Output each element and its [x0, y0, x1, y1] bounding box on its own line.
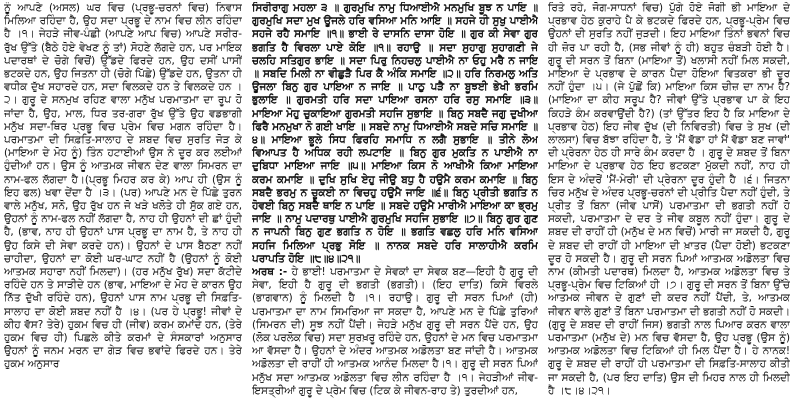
- meaning-text: ਹੇ ਭਾਈ! ਪਰਮਾਤਮਾ ਦੇ ਸੇਵਕਾਂ ਦਾ ਸੇਵਕ ਬਣ—ਇਹੀ ਹੈ ਗੁਰੂ ਦੀ ਸੇਵਾ, ਇਹੀ ਹੈ ਗੁਰੂ ਦੀ ਭਗਤੀ (ਭਗਤੀ)। (ਇਹ ਦਾਤਿ) ਕਿਸੇ ਵਿਰਲੇ (ਭਾਗਵਾਨ) ਨੂੰ ਮਿਲਦੀ ਹੈ ।੧। ਰਹਾਉ। ਗੁਰੂ ਦੀ ਸਰਨ ਪਿਆਂ (ਹੀ) ਪਰਮਾਤਮਾ ਦਾ ਨਾਮ ਸਿਮਰਿਆ ਜਾ ਸਕਦਾ ਹੈ, ਆਪਣੇ ਮਨ ਦੇ ਪਿੱਛੇ ਤੁਰਿਆਂ (ਸਿਮਰਨ ਦੀ) ਸੂਝ ਨਹੀਂ ਪੈਂਦੀ। ਜੇਹੜੇ ਮਨੁੱਖ ਗੁਰੂ ਦੀ ਸਰਨ ਪੈਂਦੇ ਹਨ, ਉਹ (ਲੋਕ ਪਰਲੋਕ ਵਿਚ) ਸਦਾ ਸੁਰਖ਼ਰੂ ਰਹਿੰਦੇ ਹਨ, ਉਹਨਾਂ ਦੇ ਮਨ ਵਿਚ ਪਰਮਾਤਮਾ ਆ ਵੱਸਦਾ ਹੈ। ਉਹਨਾਂ ਦੇ ਅੰਦਰ ਆਤਮਕ ਅਡੋਲਤਾ ਬਣ ਜਾਂਦੀ ਹੈ। ਆਤਮਕ ਅਡੋਲਤਾ ਦੀ ਰਾਹੀਂ ਹੀ ਆਤਮਕ ਆਨੰਦ ਮਿਲਦਾ ਹੈ।੧। ਗੁਰੂ ਦੀ ਸਰਨ ਪਿਆਂ ਮਨੁੱਖ ਸਦਾ ਆਤਮਕ ਅਡੋਲਤਾ ਵਿਚ ਲੀਨ ਰਹਿੰਦਾ ਹੈ ।੧। ਜੇਹੜੀਆਂ ਜੀਵ-ਇਸਤ੍ਰੀਆਂ ਗੁਰੂ ਦੇ ਪ੍ਰੇਮ ਵਿਚ (ਟਿਕ ਕੇ ਜੀਵਨ-ਰਾਹ ਤੇ) ਤੁਰਦੀਆਂ ਹਨ,: [252, 266, 538, 397]
- meaning-paragraph: [252, 266, 538, 398]
- left-column-text: ਨੂੰ ਆਪਣੇ (ਅਸਲ) ਘਰ ਵਿਚ (ਪ੍ਰਭੂ-ਚਰਨਾਂ ਵਿਚ) ਨਿਵਾਸ ਮਿਲਿਆ ਰਹਿੰਦਾ ਹੈ, ਉਹ ਸਦਾ ਪ੍ਰਭੂ ਦੇ ਨਾਮ ਵਿਚ ਲੀਨ ਰਹਿੰਦਾ ਹੈ ।੧। ਜੇਹੜੇ ਜੀਵ-ਪੰਛੀ (ਆਪਣੇ ਆਪ ਵਿਚ) ਆਪਣੇ ਸਰੀਰ-ਰੁੱਖ ਉੱਤੇ (ਬੈਠੇ ਹੋਏ ਵੇਖਣ ਨੂੰ ਤਾਂ) ਸੋਹਣੇ ਲੱਗਦੇ ਹਨ, ਪਰ ਮਾਇਕ ਪਦਾਰਥਾਂ ਦੇ ਚੋਗੇ ਵਿਚੋਂ) ਉੱਡਦੇ ਫਿਰਦੇ ਹਨ, ਉਹ ਦਸੀਂ ਪਾਸੀਂ ਭਟਕਦੇ ਹਨ, ਉਹ ਜਿਤਨਾ ਹੀ (ਚੋਗੇ ਪਿੱਛੇ) ਉੱਡਦੇ ਹਨ, ਉਤਨਾ ਹੀ ਵਧੀਕ ਦੁੱਖ ਸਹਾਰਦੇ ਹਨ, ਸਦਾ ਵਿਲਕਦੇ ਹਨ ਤੇ ਵਿਲਕਦੇ ਹਨ ।੨। ਗੁਰੂ ਦੇ ਸਨਮੁਖ ਰਹਿਣ ਵਾਲਾ ਮਨੁੱਖ ਪਰਮਾਤਮਾ ਦਾ ਰੂਪ ਹੋ ਜਾਂਦਾ ਹੈ, ਉਹ, ਮਾਲ, ਧਿਰ ਤਰ-ਗਰਾ ਰੁੱਖ ਉੱਤੇ ਉਹ ਵਡਭਾਗੀ ਮਨੁੱਖ ਸਦਾ-ਥਿਰ ਪ੍ਰਭੂ ਵਿਚ ਪ੍ਰੇਮ ਵਿਚ ਮਗਨ ਰਹਿੰਦਾ ਹੈ। ਪਰਮਾਤਮਾ ਦੀ ਸਿਫ਼ਤਿ-ਸਾਲਾਹ ਦੇ ਸ਼ਬਦ ਵਿਚ ਸੁਰਤਿ ਜੋੜ ਕੇ (ਮਾਇਆ ਦੇ ਮੋਹ ਨੂੰ) ਤਿੰਨ ਹਟਾਈਆਂ ਉਸ ਨੇ ਦੂਰ ਕਰ ਲਈਆਂ ਹੁੰਦੀਆਂ ਹਨ। ਉਸ ਨੂੰ ਆਤਮਕ ਜੀਵਨ ਦੇਣ ਵਾਲਾ ਸਿਮਰਨ ਦਾ ਨਾਮ-ਫਲ ਲੱਗਦਾ ਹੈ।(ਪ੍ਰਭੂ ਮਿਹਰ ਕਰ ਕੇ) ਆਪ ਹੀ (ਉਸ ਨੂੰ ਇਹ ਫਲ) ਖਵਾ ਦੇਂਦਾ ਹੈ ।੩। (ਪਰ) ਆਪਣੇ ਮਨ ਦੇ ਪਿੱਛੇ ਤੁਰਨ ਵਾਲੇ ਮਨੁੱਖ, ਸਨੋ, ਉਹ ਰੁੱਖ ਹਨ ਜੋ ਖੜੇ ਖਲੋਤੇ ਹੀ ਸੁੱਕ ਗਏ ਹਨ, ਉਹਨਾਂ ਨੂੰ ਨਾਮ-ਫਲ ਨਹੀਂ ਲੱਗਦਾ ਹੈ, ਨਾਹ ਹੀ ਉਹਨਾਂ ਦੀ ਛਾਂ ਹੁੰਦੀ ਹੈ, (ਭਾਵ, ਨਾਹ ਹੀ ਉਹਨਾਂ ਪਾਸ ਪ੍ਰਭੂ ਦਾ ਨਾਮ ਹੈ, ਤੇ ਨਾਹ ਹੀ ਉਹ ਕਿਸੇ ਦੀ ਸੇਵਾ ਕਰਦੇ ਹਨ)। ਉਹਨਾਂ ਦੇ ਪਾਸ ਬੈਠਣਾ ਨਹੀਂ ਚਾਹੀਦਾ, ਉਹਨਾਂ ਦਾ ਕੋਈ ਘਰ-ਘਾਟ ਨਹੀਂ ਹੈ (ਉਹਨਾਂ ਨੂੰ ਕੋਈ ਆਤਮਕ ਸਹਾਰਾ ਨਹੀਂ ਮਿਲਦਾ)। (ਹਰ ਮਨੁੱਖ ਰੁੱਖ) ਸਦਾ ਕੱਟੀਦੇ ਰਹਿੰਦੇ ਹਨ ਤੇ ਸਾੜੀਦੇ ਹਨ (ਭਾਵ, ਮਾਇਆ ਦੇ ਮੋਹ ਦੇ ਕਾਰਨ ਉਹ ਨਿੱਤ ਦੁੱਖੀ ਰਹਿੰਦੇ ਹਨ), ਉਹਨਾਂ ਪਾਸ ਨਾਮ ਪ੍ਰਭੂ ਦੀ ਸਿਫ਼ਤਿ-ਸਾਲਾਹ ਦਾ ਕੋਈ ਸ਼ਬਦ ਨਹੀਂ ਹੈ ।੪। (ਪਰ ਹੇ ਪ੍ਰਭੂ! ਜੀਵਾਂ ਦੇ ਕੀਹ ਵੱਸ? ਤੇਰੇ) ਹੁਕਮ ਵਿਚ ਹੀ (ਜੀਵ) ਕਰਮ ਕਮਾਂਦੇ ਹਨ, (ਤੇਰੇ ਹੁਕਮ ਵਿਚ ਹੀ) ਪਿਛਲੇ ਕੀਤੇ ਕਰਮਾਂ ਦੇ ਸੰਸਕਾਰਾਂ ਅਨੁਸਾਰ ਉਹਨਾਂ ਨੂੰ ਜਨਮ ਮਰਨ ਦਾ ਗੇੜ ਵਿਚ ਭਵਾਂਦੇ ਫਿਰਦੇ ਹਨ। ਤੇਰੇ ਹੁਕਮ ਅਨੁਸਾਰ: [4, 2, 242, 371]
- meaning-label: ਅਰਥ :-: [252, 266, 288, 279]
- shabad-verse: ਸਿਰੀਰਾਗੁ ਮਹਲਾ ੩ ॥ ਗੁਰਮੁਖਿ ਨਾਮੁ ਧਿਆਈਐ ਮਨਮੁਖਿ ਬੂਝ ਨ ਪਾਇ ॥ ਗੁਰਮੁਖਿ ਸਦਾ ਮੁਖ ਊਜਲੇ ਹਰਿ ਵਸਿਆ ਮਨਿ ਆਇ ॥ ਸਹਜੇ ਹੀ ਸੁਖੁ ਪਾਈਐ ਸਹਜੇ ਰਹੈ ਸਮਾਇ ॥੧॥ ਭਾਈ ਰੇ ਦਾਸਨਿ ਦਾਸਾ ਹੋਇ ॥ ਗੁਰ ਕੀ ਸੇਵਾ ਗੁਰ ਭਗਤਿ ਹੈ ਵਿਰਲਾ ਪਾਏ ਕੋਇ ॥੧॥ ਰਹਾਉ ॥ ਸਦਾ ਸੁਹਾਗੁ ਸੁਹਾਗਣੀ ਜੇ ਚਲਹਿ ਸਤਿਗੁਰ ਭਾਇ ॥ ਸਦਾ ਪਿਰੁ ਨਿਹਚਲੁ ਪਾਈਐ ਨਾ ਓਹੁ ਮਰੈ ਨ ਜਾਇ ॥ ਸਬਦਿ ਮਿਲੀ ਨਾ ਵੀਛੁੜੈ ਪਿਰ ਕੈ ਅੰਕਿ ਸਮਾਇ ॥੨॥ ਹਰਿ ਨਿਰਮਲੁ ਅਤਿ ਊਜਲਾ ਬਿਨੁ ਗੁਰ ਪਾਇਆ ਨ ਜਾਇ ॥ ਪਾਠੁ ਪੜੈ ਨਾ ਬੂਝਈ ਭੇਖੀ ਭਰਮਿ ਭੁਲਾਇ ॥ ਗੁਰਮਤੀ ਹਰਿ ਸਦਾ ਪਾਇਆ ਰਸਨਾ ਹਰਿ ਰਸੁ ਸਮਾਇ ॥੩॥ ਮਾਇਆ ਮੋਹੁ ਚੁਕਾਇਆ ਗੁਰਮਤੀ ਸਹਜਿ ਸੁਭਾਇ ॥ ਬਿਨੁ ਸਬਦੈ ਜਗੁ ਦੁਖੀਆ ਫਿਰੈ ਮਨਮੁਖਾ ਨੋ ਗਈ ਖਾਇ ॥ ਸਬਦੇ ਨਾਮੁ ਧਿਆਈਐ ਸਬਦੇ ਸਚਿ ਸਮਾਇ ॥੪॥ ਮਾਇਆ ਭੂਲੇ ਸਿਧ ਫਿਰਹਿ ਸਮਾਧਿ ਨ ਲਗੈ ਸੁਭਾਇ ॥ ਤੀਨੇ ਲੋਅ ਵਿਆਪਤ ਹੈ ਅਧਿਕ ਰਹੀ ਲਪਟਾਇ ॥ ਬਿਨੁ ਗੁਰ ਮੁਕਤਿ ਨ ਪਾਈਐ ਨਾ ਦੁਬਿਧਾ ਮਾਇਆ ਜਾਇ ॥੫॥ ਮਾਇਆ ਕਿਸ ਨੋ ਆਖੀਐ ਕਿਆ ਮਾਇਆ ਕਰਮ ਕਮਾਇ ॥ ਦੁਖਿ ਸੁਖਿ ਏਹੁ ਜੀਉ ਬਧੁ ਹੈ ਹਉਮੈ ਕਰਮ ਕਮਾਇ ॥ ਬਿਨੁ ਸਬਦੈ ਭਰਮੁ ਨ ਚੂਕਈ ਨਾ ਵਿਚਹੁ ਹਉਮੈ ਜਾਇ ॥੬॥ ਬਿਨੁ ਪ੍ਰੀਤੀ ਭਗਤਿ ਨ ਹੋਵਈ ਬਿਨੁ ਸਬਦੈ ਥਾਇ ਨ ਪਾਇ ॥ ਸਬਦੇ ਹਉਮੈ ਮਾਰੀਐ ਮਾਇਆ ਕਾ ਭ੍ਰਮੁ ਜਾਇ ॥ ਨਾਮੁ ਪਦਾਰਥੁ ਪਾਈਐ ਗੁਰਮੁਖਿ ਸਹਜਿ ਸੁਭਾਇ ॥੭॥ ਬਿਨੁ ਗੁਰ ਗੁਣ ਨ ਜਾਪਨੀ ਬਿਨੁ ਗੁਣ ਭਗਤਿ ਨ ਹੋਇ ॥ ਭਗਤਿ ਵਛਲੁ ਹਰਿ ਮਨਿ ਵਸਿਆ ਸਹਜਿ ਮਿਲਿਆ ਪ੍ਰਭੁ ਸੋਇ ॥ ਨਾਨਕ ਸਬਦੇ ਹਰਿ ਸਾਲਾਹੀਐ ਕਰਮਿ ਪਰਾਪਤਿ ਹੋਇ ॥੮॥੪॥੨੧॥: [252, 2, 538, 265]
- right-column-commentary: [548, 2, 790, 409]
- left-column-commentary: [4, 2, 242, 409]
- right-column-text: ਰਿਤੇ ਰਹੇ, ਜੋਗ-ਸਾਧਨਾਂ ਵਿਚ) ਪੁੱਗੇ ਹੋਏ ਜੋਗੀ ਭੀ ਮਾਇਆ ਦੇ ਪ੍ਰਭਾਵ ਹੇਠ ਕੁਰਾਹੇ ਪੈ ਕੇ ਭਟਕਦੇ ਫਿਰਦੇ ਹਨ, ਪ੍ਰਭੂ-ਪ੍ਰੇਮ ਵਿਚ ਉਹਨਾਂ ਦੀ ਸੁਰਤਿ ਨਹੀਂ ਜੁੜਦੀ। ਇਹ ਮਾਇਆ ਤਿੰਨਾਂ ਭਵਨਾਂ ਵਿਚ ਹੀ ਜ਼ੋਰ ਪਾ ਰਹੀ ਹੈ, (ਸਭ ਜੀਵਾਂ ਨੂੰ ਹੀ) ਬਹੁਤ ਚੰਬੜੀ ਹੋਈ ਹੈ। ਗੁਰੂ ਦੀ ਸਰਨ ਤੋਂ ਬਿਨਾ (ਮਾਇਆ ਤੋਂ) ਖਲਾਸੀ ਨਹੀਂ ਮਿਲ ਸਕਦੀ, ਮਾਇਆ ਦੇ ਪ੍ਰਭਾਵ ਦੇ ਕਾਰਨ ਪੈਦਾ ਹੋਇਆ ਵਿਤਕਰਾ ਭੀ ਦੂਰ ਨਹੀਂ ਹੁੰਦਾ ।੫। (ਜੇ ਪੁੱਛੋਂ ਕਿ) ਮਾਇਆ ਕਿਸ ਚੀਜ਼ ਦਾ ਨਾਮ ਹੈ? (ਮਾਇਆ ਦਾ ਕੀਹ ਸਰੂਪ ਹੈ? ਜੀਵਾਂ ਉੱਤੇ ਪ੍ਰਭਾਵ ਪਾ ਕੇ ਇਹ ਕਿਹੜੇ ਕੰਮ ਕਰਵਾਉਂਦੀ ਹੈ?) (ਤਾਂ ਉੱਤਰ ਇਹ ਹੈ ਕਿ ਮਾਇਆ ਦੇ ਪ੍ਰਭਾਵ ਹੇਠ) ਇਹ ਜੀਵ ਦੁੱਖ (ਦੀ ਨਿਵਿਰਤੀ) ਵਿਚ ਤੇ ਸੁਖ (ਦੀ ਲਾਲਸਾ) ਵਿਚ ਬੱਝਾ ਰਹਿੰਦਾ ਹੈ, ਤੇ 'ਮੈਂ ਵੱਡਾ ਹਾਂ ਮੈਂ ਵੱਡਾ ਬਣ ਜਾਵਾਂ' ਦੀ ਪ੍ਰੇਰਨਾ ਹੇਠ ਹੀ ਸਾਰੇ ਕੰਮ ਕਰਦਾ ਹੈ । ਗੁਰੂ ਦੇ ਸ਼ਬਦ ਤੋਂ ਬਿਨਾ ਮਾਇਆ ਦੇ ਪ੍ਰਭਾਵ ਹੇਠ ਇਹ ਭਟਕਣਾ ਮੁੱਕਦੀ ਨਹੀਂ, ਨਾਹ ਹੀ ਇਸ ਦੇ ਅੰਦਰੋਂ 'ਮੈਂ-ਮੇਰੀ' ਦੀ ਪ੍ਰੇਰਨਾ ਦੂਰ ਹੁੰਦੀ ਹੈ ।੬। ਜਿਤਨਾ ਚਿਰ ਮਨੁੱਖ ਦੇ ਅੰਦਰ ਪ੍ਰਭੂ-ਚਰਨਾਂ ਦੀ ਪ੍ਰੀਤਿ ਪੈਦਾ ਨਹੀਂ ਹੁੰਦੀ, ਤੇ ਪ੍ਰੀਤ ਤੋਂ ਬਿਨਾ (ਜੀਵ ਪਾਸੋਂ) ਪਰਮਾਤਮਾ ਦੀ ਭਗਤੀ ਨਹੀਂ ਹੋ ਸਕਦੀ, ਪਰਮਾਤਮਾ ਦੇ ਦਰ ਤੇ ਜੀਵ ਕਬੂਲ ਨਹੀਂ ਹੁੰਦਾ। ਗੁਰੂ ਦੇ ਸ਼ਬਦ ਦੀ ਰਾਹੀਂ ਹੀ (ਮਨੁੱਖ ਦੇ ਮਨ ਵਿਚੋਂ) ਮਾਰੀ ਜਾ ਸਕਦੀ ਹੈ, ਗੁਰੂ ਦੇ ਸ਼ਬਦ ਦੀ ਰਾਹੀਂ ਹੀ ਮਾਇਆ ਦੀ ਖ਼ਾਤਰ (ਪੈਦਾ ਹੋਈ) ਭਟਕਣਾ ਦੂਰ ਹੋ ਸਕਦੀ ਹੈ। ਗੁਰੂ ਦੀ ਸਰਨ ਪਿਆਂ ਆਤਮਕ ਅਡੋਲਤਾ ਵਿਚ ਨਾਮ (ਕੀਮਤੀ ਪਦਾਰਥ) ਮਿਲਦਾ ਹੈ, ਆਤਮਕ ਅਡੋਲਤਾ ਵਿਚ ਤੇ ਪ੍ਰਭੂ-ਪ੍ਰੇਮ ਵਿਚ ਟਿਕਿਆਂ ਹੀ ।੭। ਗੁਰੂ ਦੀ ਸਰਨ ਤੋਂ ਬਿਨਾ ਉੱਚੇ ਆਤਮਕ ਜੀਵਨ ਦੇ ਗੁਣਾਂ ਦੀ ਕਦਰ ਨਹੀਂ ਪੈਂਦੀ, ਤੇ, ਆਤਮਕ ਜੀਵਨ ਵਾਲੇ ਗੁਣਾਂ ਤੋਂ ਬਿਨਾ ਪਰਮਾਤਮਾ ਦੀ ਭਗਤੀ ਨਹੀਂ ਹੋ ਸਕਦੀ। (ਗੁਰੂ ਦੇ ਸ਼ਬਦ ਦੀ ਰਾਹੀਂ ਜਿਸ) ਭਗਤੀ ਨਾਲ ਪਿਆਰ ਕਰਨ ਵਾਲਾ ਪਰਮਾਤਮਾ (ਮਨੁੱਖ ਦੇ) ਮਨ ਵਿਚ ਵੱਸਦਾ ਹੈ, ਉਹ ਪ੍ਰਭੂ (ਉਸ ਨੂੰ) ਆਤਮਕ ਅਡੋਲਤਾ ਵਿਚ ਟਿਕਿਆਂ ਹੀ ਮਿਲ ਪੈਂਦਾ ਹੈ। ਹੇ ਨਾਨਕ! ਗੁਰੂ ਦੇ ਸ਼ਬਦ ਦੀ ਰਾਹੀਂ ਹੀ ਪਰਮਾਤਮਾ ਦੀ ਸਿਫ਼ਤਿ-ਸਾਲਾਹ ਕੀਤੀ ਜਾ ਸਕਦੀ ਹੈ, (ਪਰ ਇਹ ਦਾਤਿ) ਉਸ ਦੀ ਮਿਹਰ ਨਾਲ ਹੀ ਮਿਲਦੀ ਹੈ ।੮।੪।੨੧।: [548, 2, 790, 397]
- middle-column: [252, 2, 538, 409]
